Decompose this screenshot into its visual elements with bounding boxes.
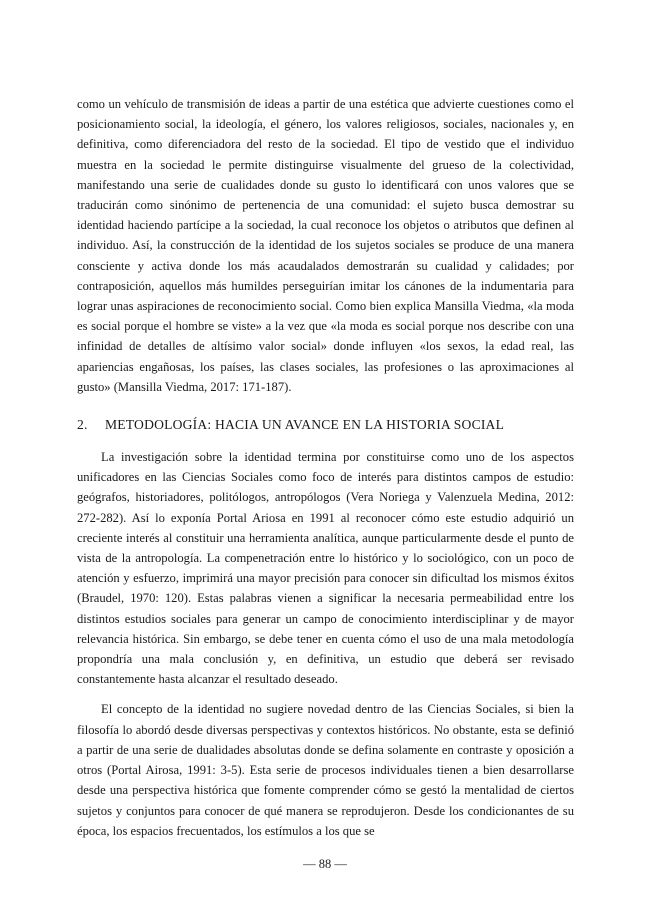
section-number: 2. — [77, 417, 88, 433]
paragraph-spacer — [77, 689, 574, 699]
body-paragraph: como un vehículo de transmisión de ideas a partir de una estética que advierte cuestiones como el posicionamiento social, la ideología, el género, los valores religiosos, sociales, nacionales y, en definitiva, como diferenciadora del resto de la sociedad. El tipo de vestido que el individuo muestra en la sociedad le permite distinguirse visualmente del grueso de la colectividad, manifestando una serie de cualidades donde su gusto lo identificará con unos valores que se traducirán como sinónimo de pertenencia de una comunidad: el sujeto busca demostrar su identidad haciendo partícipe a la sociedad, la cual reconoce los objetos o atributos que definen al individuo. Así, la construcción de la identidad de los sujetos sociales se produce de una manera consciente y activa donde los más acaudalados demostrarán su cualidad y calidades; por contraposición, aquellos más humildes perseguirían imitar los cánones de la indumentaria para lograr unas aspiraciones de reconocimiento social. Como bien explica Mansilla Viedma, «la moda es social porque el hombre se viste» a la vez que «la moda es social porque nos describe con una infinidad de detalles de altísimo valor social» donde influyen «los sexos, la edad real, las apariencias engañosas, los países, las clases sociales, las profesiones o las aproximaciones al gusto» (Mansilla Viedma, 2017: 171-187). — [77, 97, 574, 394]
body-paragraph: La investigación sobre la identidad termina por constituirse como uno de los aspectos unificadores en las Ciencias Sociales como foco de interés para distintos campos de estudio: geógrafos, historiadores, politólogos, antropólogos (Vera Noriega y Valenzuela Medina, 2012: 272-282). Así lo exponía Portal Ariosa en 1991 al reconocer cómo este estudio adquirió un creciente interés al constituir una herramienta analítica, aunque particularmente desde el punto de vista de la antropología. La compenetración entre lo histórico y lo sociológico, con un poco de atención y esfuerzo, imprimirá una mayor precisión para conocer sin dificultad los mismos éxitos (Braudel, 1970: 120). Estas palabras vienen a significar la necesaria permeabilidad entre los distintos estudios sociales para generar un campo de conocimiento interdisciplinar y de mayor relevancia histórica. Sin embargo, se debe tener en cuenta cómo el uso de una mala metodología propondría una mala conclusión y, en definitiva, un estudio que deberá ser revisado constantemente hasta alcanzar el resultado deseado. — [77, 450, 574, 687]
section-heading — [77, 415, 574, 435]
body-paragraph: El concepto de la identidad no sugiere novedad dentro de las Ciencias Sociales, si bien la filosofía lo abordó desde diversas perspectivas y contextos históricos. No obstante, esta se definió a partir de una serie de dualidades absolutas donde se defina solamente en contraste y oposición a otros (Portal Airosa, 1991: 3-5). Esta serie de procesos individuales tienen a bien desarrollarse desde una perspectiva histórica que fomente comprender cómo se gestó la mentalidad de ciertos sujetos y conjuntos para conocer de qué manera se reprodujeron. Desde los condicionantes de su época, los espacios frecuentados, los estímulos a los que se — [77, 702, 574, 838]
page-body — [77, 94, 574, 841]
page-number: — 88 — — [303, 857, 347, 871]
section-title: METODOLOGÍA: HACIA UN AVANCE EN LA HISTORIA SOCIAL — [105, 417, 505, 433]
